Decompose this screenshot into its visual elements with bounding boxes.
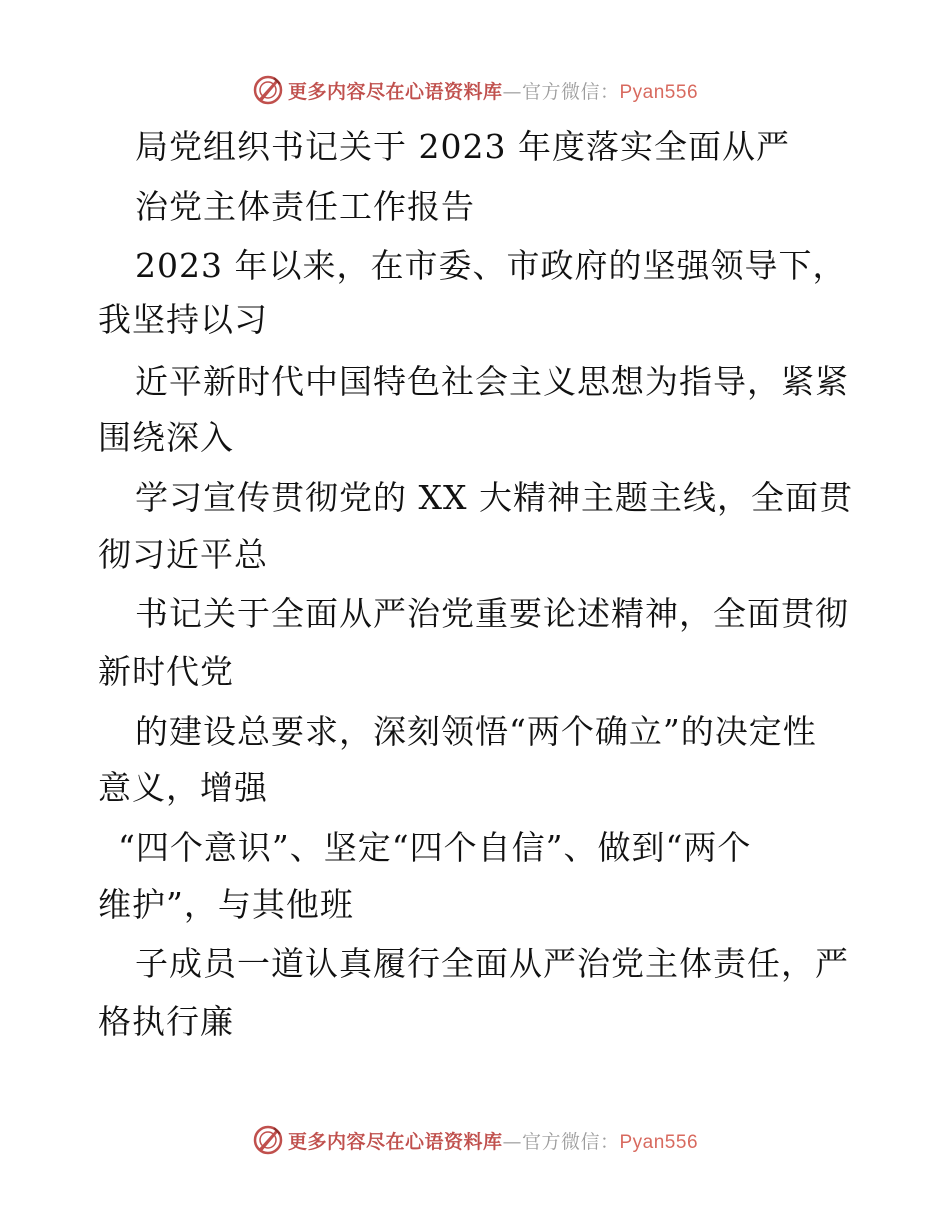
text-line: 维护”，与其他班 (98, 885, 354, 924)
text-line: 格执行廉 (98, 1002, 234, 1041)
text-line: 2023 年以来，在市委、市政府的坚强领导下， (135, 246, 847, 285)
text-line: 意义，增强 (98, 768, 268, 807)
text-line: 的建设总要求，深刻领悟“两个确立”的决定性 (135, 712, 817, 751)
text-line: 我坚持以习 (98, 300, 268, 339)
text-line: “四个意识”、坚定“四个自信”、做到“两个 (118, 828, 752, 867)
text-line: 彻习近平总 (98, 535, 268, 574)
text-line: 子成员一道认真履行全面从严治党主体责任，严 (135, 944, 849, 983)
title-line-1: 局党组织书记关于 2023 年度落实全面从严 (135, 127, 790, 166)
text-line: 新时代党 (98, 652, 234, 691)
text-line: 学习宣传贯彻党的 XX 大精神主题主线，全面贯 (135, 478, 853, 517)
title-line-2: 治党主体责任工作报告 (135, 187, 475, 226)
watermark-footer (0, 1120, 950, 1160)
text-line: 围绕深入 (98, 418, 234, 457)
quill-logo-icon (252, 1124, 284, 1156)
watermark-header (0, 70, 950, 110)
text-line: 书记关于全面从严治党重要论述精神，全面贯彻 (135, 594, 849, 633)
quill-logo-icon (252, 74, 284, 106)
watermark-text: 更多内容尽在心语资料库—官方微信：Pyan556 (287, 1130, 699, 1153)
text-line: 近平新时代中国特色社会主义思想为指导，紧紧 (135, 362, 849, 401)
watermark-text: 更多内容尽在心语资料库—官方微信：Pyan556 (287, 80, 699, 103)
